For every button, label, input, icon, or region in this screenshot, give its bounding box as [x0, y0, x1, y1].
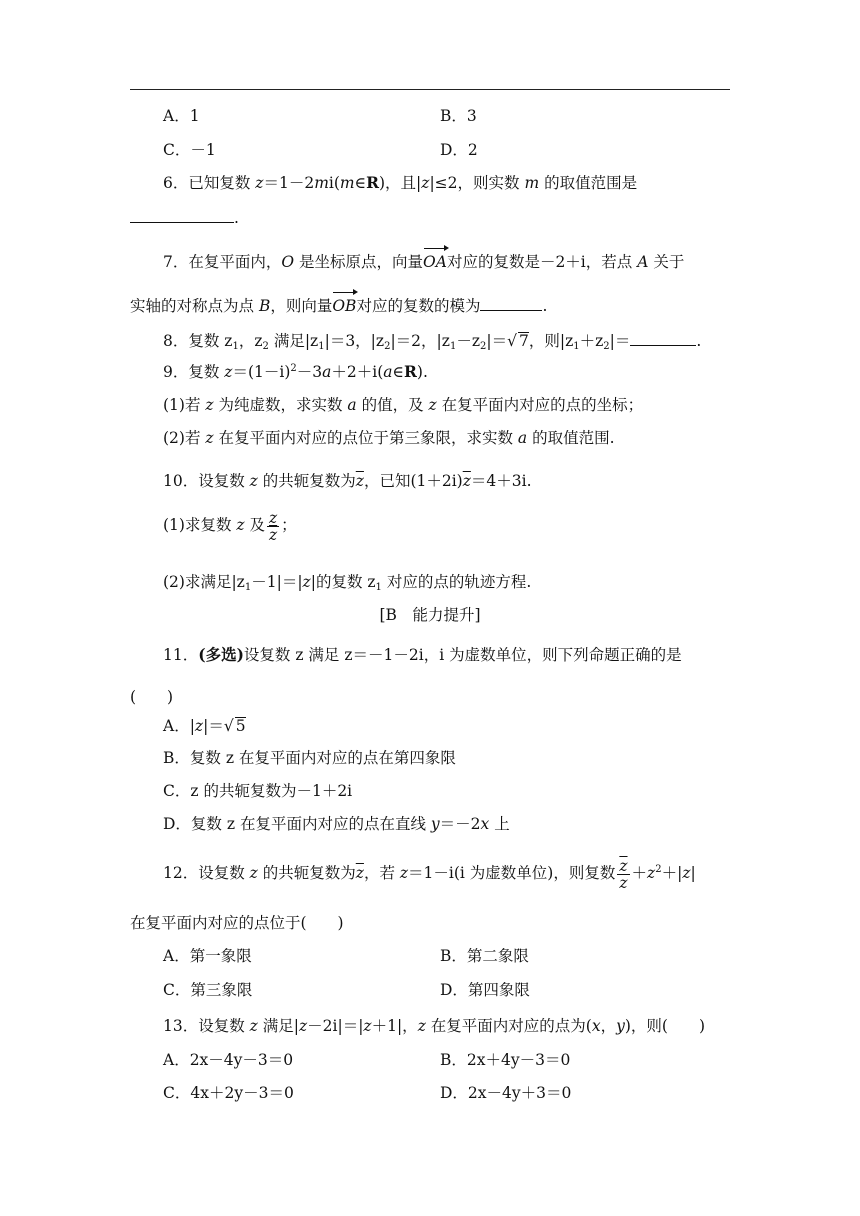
- q6-answer-blank: .: [130, 206, 730, 229]
- q12-question: 12．设复数 z 的共轭复数为$\overline{z}$，若 z＝1－i(i 为虚数单位)，则复数 $\frac{\overline{z}}{z}$ $+z^2+|z|$: [163, 856, 696, 892]
- q11-option-c: C．z 的共轭复数为－1＋2i: [163, 782, 353, 800]
- q11-option-d: D．复数 z 在复平面内对应的点在直线 y＝－2x 上: [163, 815, 510, 833]
- q13-question: 13．设复数 z 满足|z－2i|＝|z＋1|，z 在复平面内对应的点为(x，y)，则( ): [163, 1017, 706, 1035]
- q5-option-a: A．1: [163, 107, 200, 125]
- q7-line1: 7．在复平面内，O 是坐标原点，向量OA对应的复数是－2＋i，若点 A 关于: [163, 253, 685, 271]
- header-rule: [130, 89, 730, 90]
- q13-option-d: D．2x－4y＋3＝0: [440, 1084, 572, 1102]
- q5-option-b: B．3: [440, 107, 477, 125]
- q5-option-c: C．－1: [163, 141, 216, 159]
- q12-option-c: C．第三象限: [163, 981, 253, 999]
- q7-line2: 实轴的对称点为点 B，则向量OB对应的复数的模为 .: [130, 294, 730, 317]
- q10-part2: (2)求满足$|z_1-1|=|z|$的复数 $z_1$ 对应的点的轨迹方程.: [163, 573, 532, 593]
- vector-ob: OB: [332, 297, 357, 315]
- q9-question: 9．复数 $z=(1-i)^2-3a+2+i(a\in R)$.: [163, 362, 428, 381]
- q6-question: 6．已知复数 z＝1－2mi(m∈R)，且|z|≤2，则实数 m 的取值范围是: [163, 173, 638, 192]
- q10-question: 10．设复数 z 的共轭复数为$\overline{z}$，已知$(1+2i)\overline{z}=4+3i$.: [163, 472, 532, 490]
- q5-option-d: D．2: [440, 141, 478, 159]
- q13-option-c: C．4x＋2y－3＝0: [163, 1084, 294, 1102]
- q9-part1: (1)若 z 为纯虚数，求实数 a 的值，及 z 在复平面内对应的点的坐标；: [163, 396, 644, 414]
- section-b-heading: [B 能力提升]: [379, 606, 481, 624]
- q12-option-d: D．第四象限: [440, 981, 530, 999]
- q11-option-b: B．复数 z 在复平面内对应的点在第四象限: [163, 749, 456, 767]
- vector-oa: OA: [423, 253, 447, 271]
- q9-part2: (2)若 z 在复平面内对应的点位于第三象限，求实数 a 的取值范围.: [163, 429, 615, 447]
- fraction-zbar-over-z: $\frac{\overline{z}}{z}$: [619, 856, 628, 892]
- q11-paren: ( ): [130, 688, 174, 706]
- q13-option-a: A．2x－4y－3＝0: [163, 1051, 294, 1069]
- q12-line2: 在复平面内对应的点位于( ): [130, 914, 344, 932]
- q11-option-a: A．|z|＝√ 5: [163, 717, 246, 735]
- q8-question: 8．复数 $z_1$，$z_2$ 满足$|z_1|=3$，$|z_2|=2$，$|z_1-z_2|=√$ 7，则$|z_1+z_2|=$ .: [163, 329, 730, 352]
- q11-question: 11．(多选)设复数 z 满足 z＝－1－2i，i 为虚数单位，则下列命题正确的是: [163, 645, 682, 664]
- q10-part1: (1)求复数 z 及 $\frac{z}{z}$ ；: [163, 508, 297, 544]
- q12-option-b: B．第二象限: [440, 947, 529, 965]
- fraction-z-over-zbar: $\frac{z}{z}$: [269, 508, 278, 544]
- q13-option-b: B．2x＋4y－3＝0: [440, 1051, 571, 1069]
- q12-option-a: A．第一象限: [163, 947, 252, 965]
